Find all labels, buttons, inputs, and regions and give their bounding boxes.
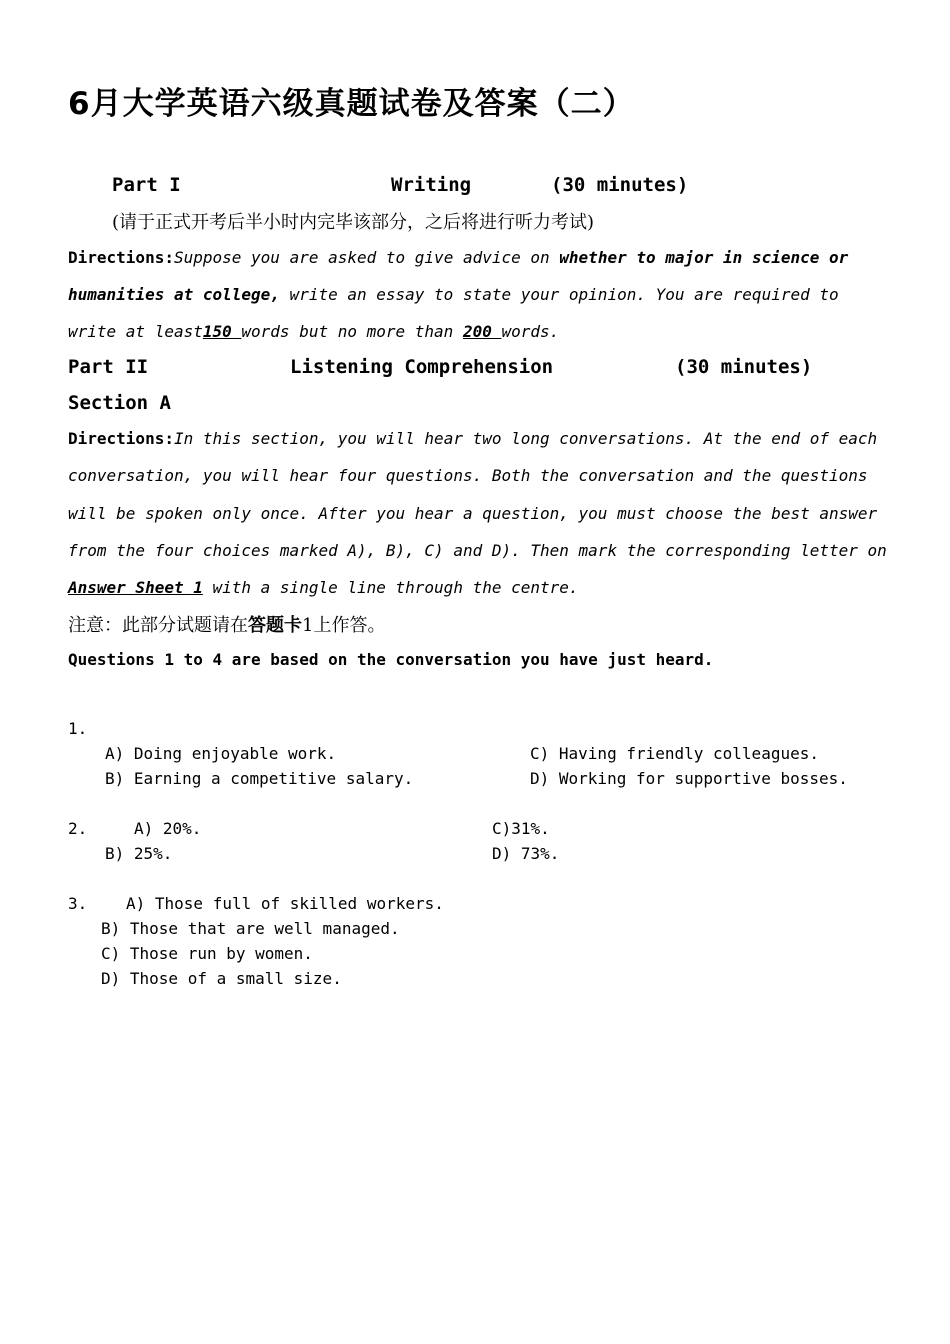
directions-label: Directions: — [68, 429, 174, 448]
q1-option-d: D) Working for supportive bosses. — [530, 769, 848, 788]
part2-directions-line4: from the four choices marked A), B), C) and D). Then mark the corresponding letter on — [68, 541, 887, 560]
part2-directions-line1 — [68, 429, 877, 448]
part1-time: (30 minutes) — [551, 174, 689, 196]
part2-time: (30 minutes) — [675, 356, 813, 378]
part2-label: Part II — [68, 356, 149, 378]
q2-option-a: A) 20%. — [134, 819, 202, 838]
part1-directions-line2 — [68, 285, 839, 304]
q1-option-b: B) Earning a competitive salary. — [105, 769, 414, 788]
note-text: 1上作答。 — [302, 615, 386, 636]
q1-number: 1. — [68, 719, 88, 738]
part2-directions-line3: will be spoken only once. After you hear a question, you must choose the best answer — [68, 504, 878, 523]
directions-text: Suppose you are asked to give advice on — [173, 248, 560, 267]
part2-directions-line2: conversation, you will hear four questions. Both the conversation and the questions — [68, 466, 868, 485]
directions-text: write an essay to state your opinion. You are required to — [279, 285, 839, 304]
q2-option-d: D) 73%. — [492, 844, 560, 863]
q3-option-c: C) Those run by women. — [101, 944, 313, 963]
part1-note: (请于正式开考后半小时内完毕该部分，之后将进行听力考试) — [112, 212, 595, 233]
q2-number: 2. — [68, 819, 88, 838]
questions-header: Questions 1 to 4 are based on the conversation you have just heard. — [68, 650, 714, 669]
directions-text: with a single line through the centre. — [202, 578, 579, 597]
q2-option-c: C)31%. — [492, 819, 550, 838]
part2-directions-line5 — [68, 578, 579, 597]
directions-topic: whether to major in science or — [559, 248, 849, 267]
directions-text: words but no more than — [241, 322, 463, 341]
q3-option-b: B) Those that are well managed. — [101, 919, 400, 938]
q1-option-c: C) Having friendly colleagues. — [530, 744, 819, 763]
part1-directions-line3 — [68, 322, 559, 341]
directions-topic: humanities at college, — [68, 285, 280, 304]
directions-label: Directions: — [68, 248, 174, 267]
part1-directions-line1 — [68, 248, 848, 267]
answer-sheet-ref: Answer Sheet 1 — [68, 578, 203, 597]
section-title: Section A — [68, 392, 171, 414]
directions-text: In this section, you will hear two long conversations. At the end of each — [173, 429, 878, 448]
part2-name: Listening Comprehension — [290, 356, 554, 378]
part1-name: Writing — [391, 174, 472, 196]
max-words: 200 — [462, 322, 502, 341]
q3-number: 3. — [68, 894, 88, 913]
q3-option-a: A) Those full of skilled workers. — [126, 894, 444, 913]
q3-option-d: D) Those of a small size. — [101, 969, 342, 988]
part2-note — [68, 611, 385, 637]
note-text: 注意：此部分试题请在 — [68, 615, 248, 636]
q1-option-a: A) Doing enjoyable work. — [105, 744, 337, 763]
directions-text: write at least — [68, 322, 203, 341]
note-bold: 答题卡 — [248, 615, 302, 636]
q2-option-b: B) 25%. — [105, 844, 173, 863]
part1-label: Part I — [112, 174, 181, 196]
directions-text: words. — [501, 322, 560, 341]
min-words: 150 — [202, 322, 242, 341]
page-title: 6月大学英语六级真题试卷及答案（二） — [68, 86, 635, 122]
